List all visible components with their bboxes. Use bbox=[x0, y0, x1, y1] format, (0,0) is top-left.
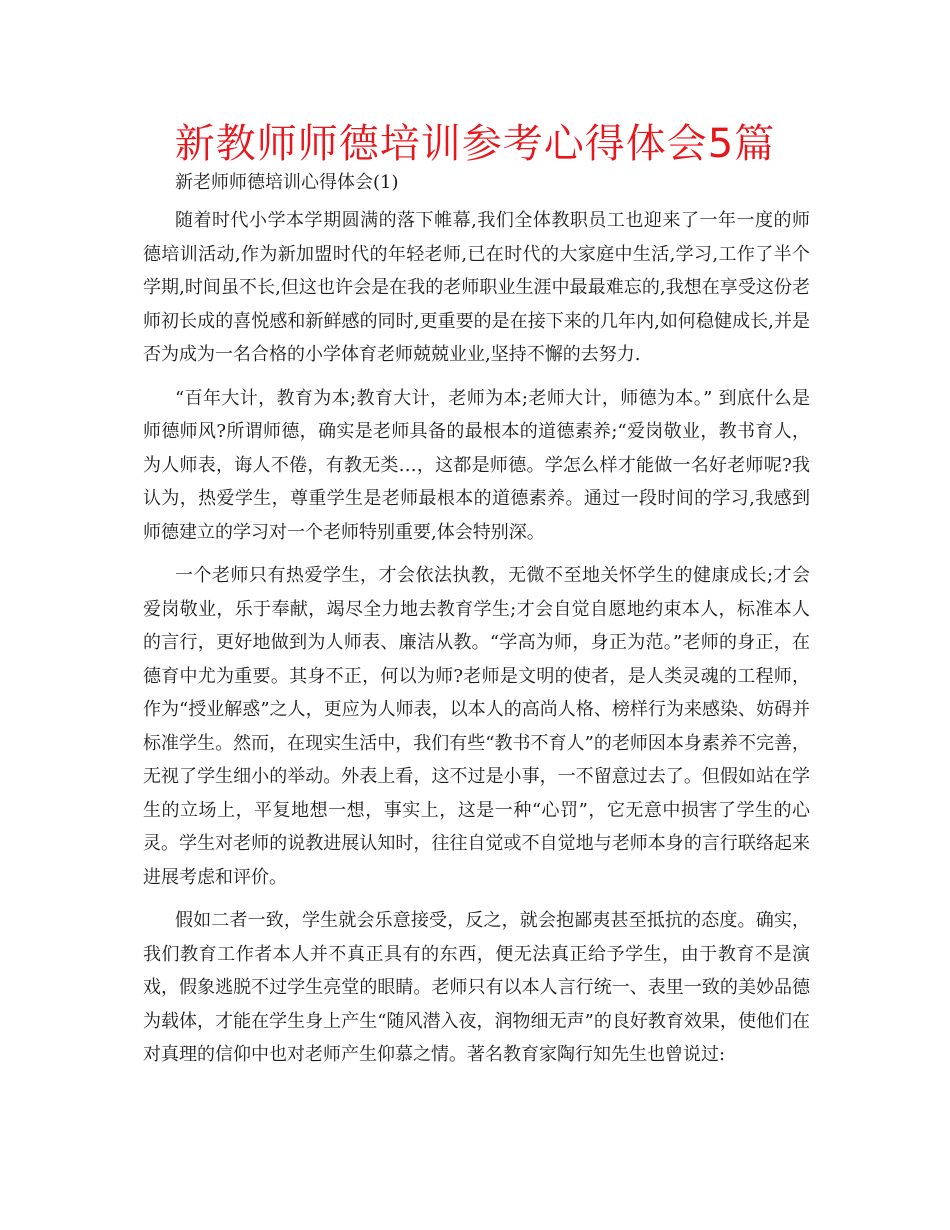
section-subtitle: 新老师师德培训心得体会(1) bbox=[175, 172, 399, 193]
document-body bbox=[143, 168, 810, 1072]
paragraph-2: “百年大计，教育为本;教育大计，老师为本;老师大计，师德为本。” 到底什么是师德师风?所谓师德，确实是老师具备的最根本的道德素养;“爱岗敬业，教书育人，为人师表，诲人不倦，有教无类…，这都是师德。学怎么样才能做一名好老师呢?我认为，热爱学生，尊重学生是老师最根本的道德素养。通过一段时间的学习,我感到师德建立的学习对一个老师特别重要,体会特别深。 bbox=[143, 387, 810, 543]
paragraph-1: 随着时代小学本学期圆满的落下帷幕,我们全体教职员工也迎来了一年一度的师德培训活动,作为新加盟时代的年轻老师,已在时代的大家庭中生活,学习,工作了半个学期,时间虽不长,但这也许会是在我的老师职业生涯中最最难忘的,我想在享受这份老师初长成的喜悦感和新鲜感的同时,更重要的是在接下来的几年内,如何稳健成长,并是否为成为一名合格的小学体育老师兢兢业业,坚持不懈的去努力. bbox=[143, 210, 810, 365]
paragraph-4: 假如二者一致，学生就会乐意接受，反之，就会抱鄙夷甚至抵抗的态度。确实，我们教育工作者本人并不真正具有的东西，便无法真正给予学生，由于教育不是演戏，假象逃脱不过学生亮堂的眼睛。老师只有以本人言行统一、表里一致的美妙品德为载体，才能在学生身上产生“随风潜入夜，润物细无声”的良好教育效果，使他们在对真理的信仰中也对老师产生仰慕之情。著名教育家陶行知先生也曾说过: bbox=[143, 910, 810, 1065]
paragraph-3: 一个老师只有热爱学生，才会依法执教，无微不至地关怀学生的健康成长;才会爱岗敬业，乐于奉献，竭尽全力地去教育学生;才会自觉自愿地约束本人，标准本人的言行，更好地做到为人师表、廉洁从教。“学高为师，身正为范。”老师的身正，在德育中尤为重要。其身不正，何以为师?老师是文明的使者，是人类灵魂的工程师，作为“授业解惑”之人，更应为人师表，以本人的高尚人格、榜样行为来感染、妨碍并标准学生。然而，在现实生活中，我们有些“教书不育人”的老师因本身素养不完善，无视了学生细小的举动。外表上看，这不过是小事，一不留意过去了。但假如站在学生的立场上，平复地想一想，事实上，这是一种“心罚”，它无意中损害了学生的心灵。学生对老师的说教进展认知时，往往自觉或不自觉地与老师本身的言行联络起来进展考虑和评价。 bbox=[143, 565, 810, 888]
document-title: 新教师师德培训参考心得体会5篇 bbox=[174, 121, 776, 167]
